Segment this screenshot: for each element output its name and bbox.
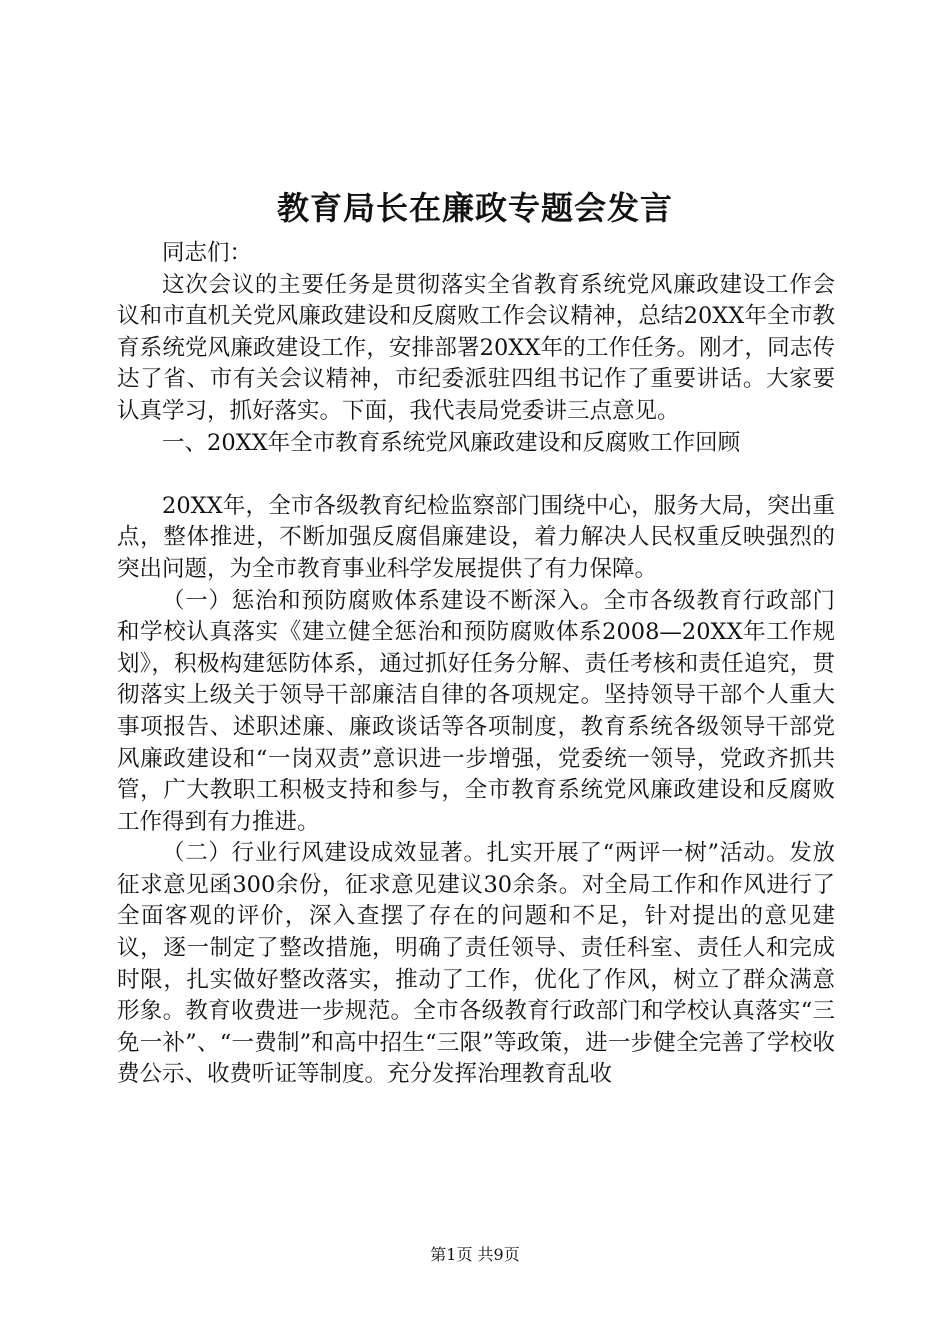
paragraph-intro: 这次会议的主要任务是贯彻落实全省教育系统党风廉政建设工作会议和市直机关党风廉政建设和反腐败工作会议精神，总结20XX年全市教育系统党风廉政建设工作，安排部署20XX年的工作任务。刚才，同志传达了省、市有关会议精神，市纪委派驻四组书记作了重要讲话。大家要认真学习，抓好落实。下面，我代表局党委讲三点意见。	[117, 271, 835, 424]
document-body	[117, 238, 835, 1091]
salutation: 同志们：	[162, 240, 253, 266]
paragraph-subsection-2: （二）行业行风建设成效显著。扎实开展了“两评一树”活动。发放征求意见函300余份，征求意见建议30余条。对全局工作和作风进行了全面客观的评价，深入查摆了存在的问题和不足，针对提出的意见建议，逐一制定了整改措施，明确了责任领导、责任科室、责任人和完成时限，扎实做好整改落实，推动了工作，优化了作风，树立了群众满意形象。教育收费进一步规范。全市各级教育行政部门和学校认真落实“三免一补”、“一费制”和高中招生“三限”等政策，进一步健全完善了学校收费公示、收费听证等制度。充分发挥治理教育乱收	[117, 840, 835, 1088]
page-footer: 第1页 共9页	[430, 1245, 520, 1264]
paragraph-review: 20XX年，全市各级教育纪检监察部门围绕中心，服务大局，突出重点，整体推进，不断加强反腐倡廉建设，着力解决人民权重反映强烈的突出问题，为全市教育事业科学发展提供了有力保障。	[117, 492, 835, 582]
document-title: 教育局长在廉政专题会发言	[276, 189, 673, 227]
section-heading-1: 一、20XX年全市教育系统党风廉政建设和反腐败工作回顾	[162, 429, 741, 456]
paragraph-subsection-1: （一）惩治和预防腐败体系建设不断深入。全市各级教育行政部门和学校认真落实《建立健全惩治和预防腐败体系2008—20XX年工作规划》，积极构建惩防体系，通过抓好任务分解、责任考核和责任追究，贯彻落实上级关于领导干部廉洁自律的各项规定。坚持领导干部个人重大事项报告、述职述廉、廉政谈话等各项制度，教育系统各级领导干部党风廉政建设和“一岗双责”意识进一步增强，党委统一领导，党政齐抓共管，广大教职工积极支持和参与，全市教育系统党风廉政建设和反腐败工作得到有力推进。	[117, 587, 835, 835]
